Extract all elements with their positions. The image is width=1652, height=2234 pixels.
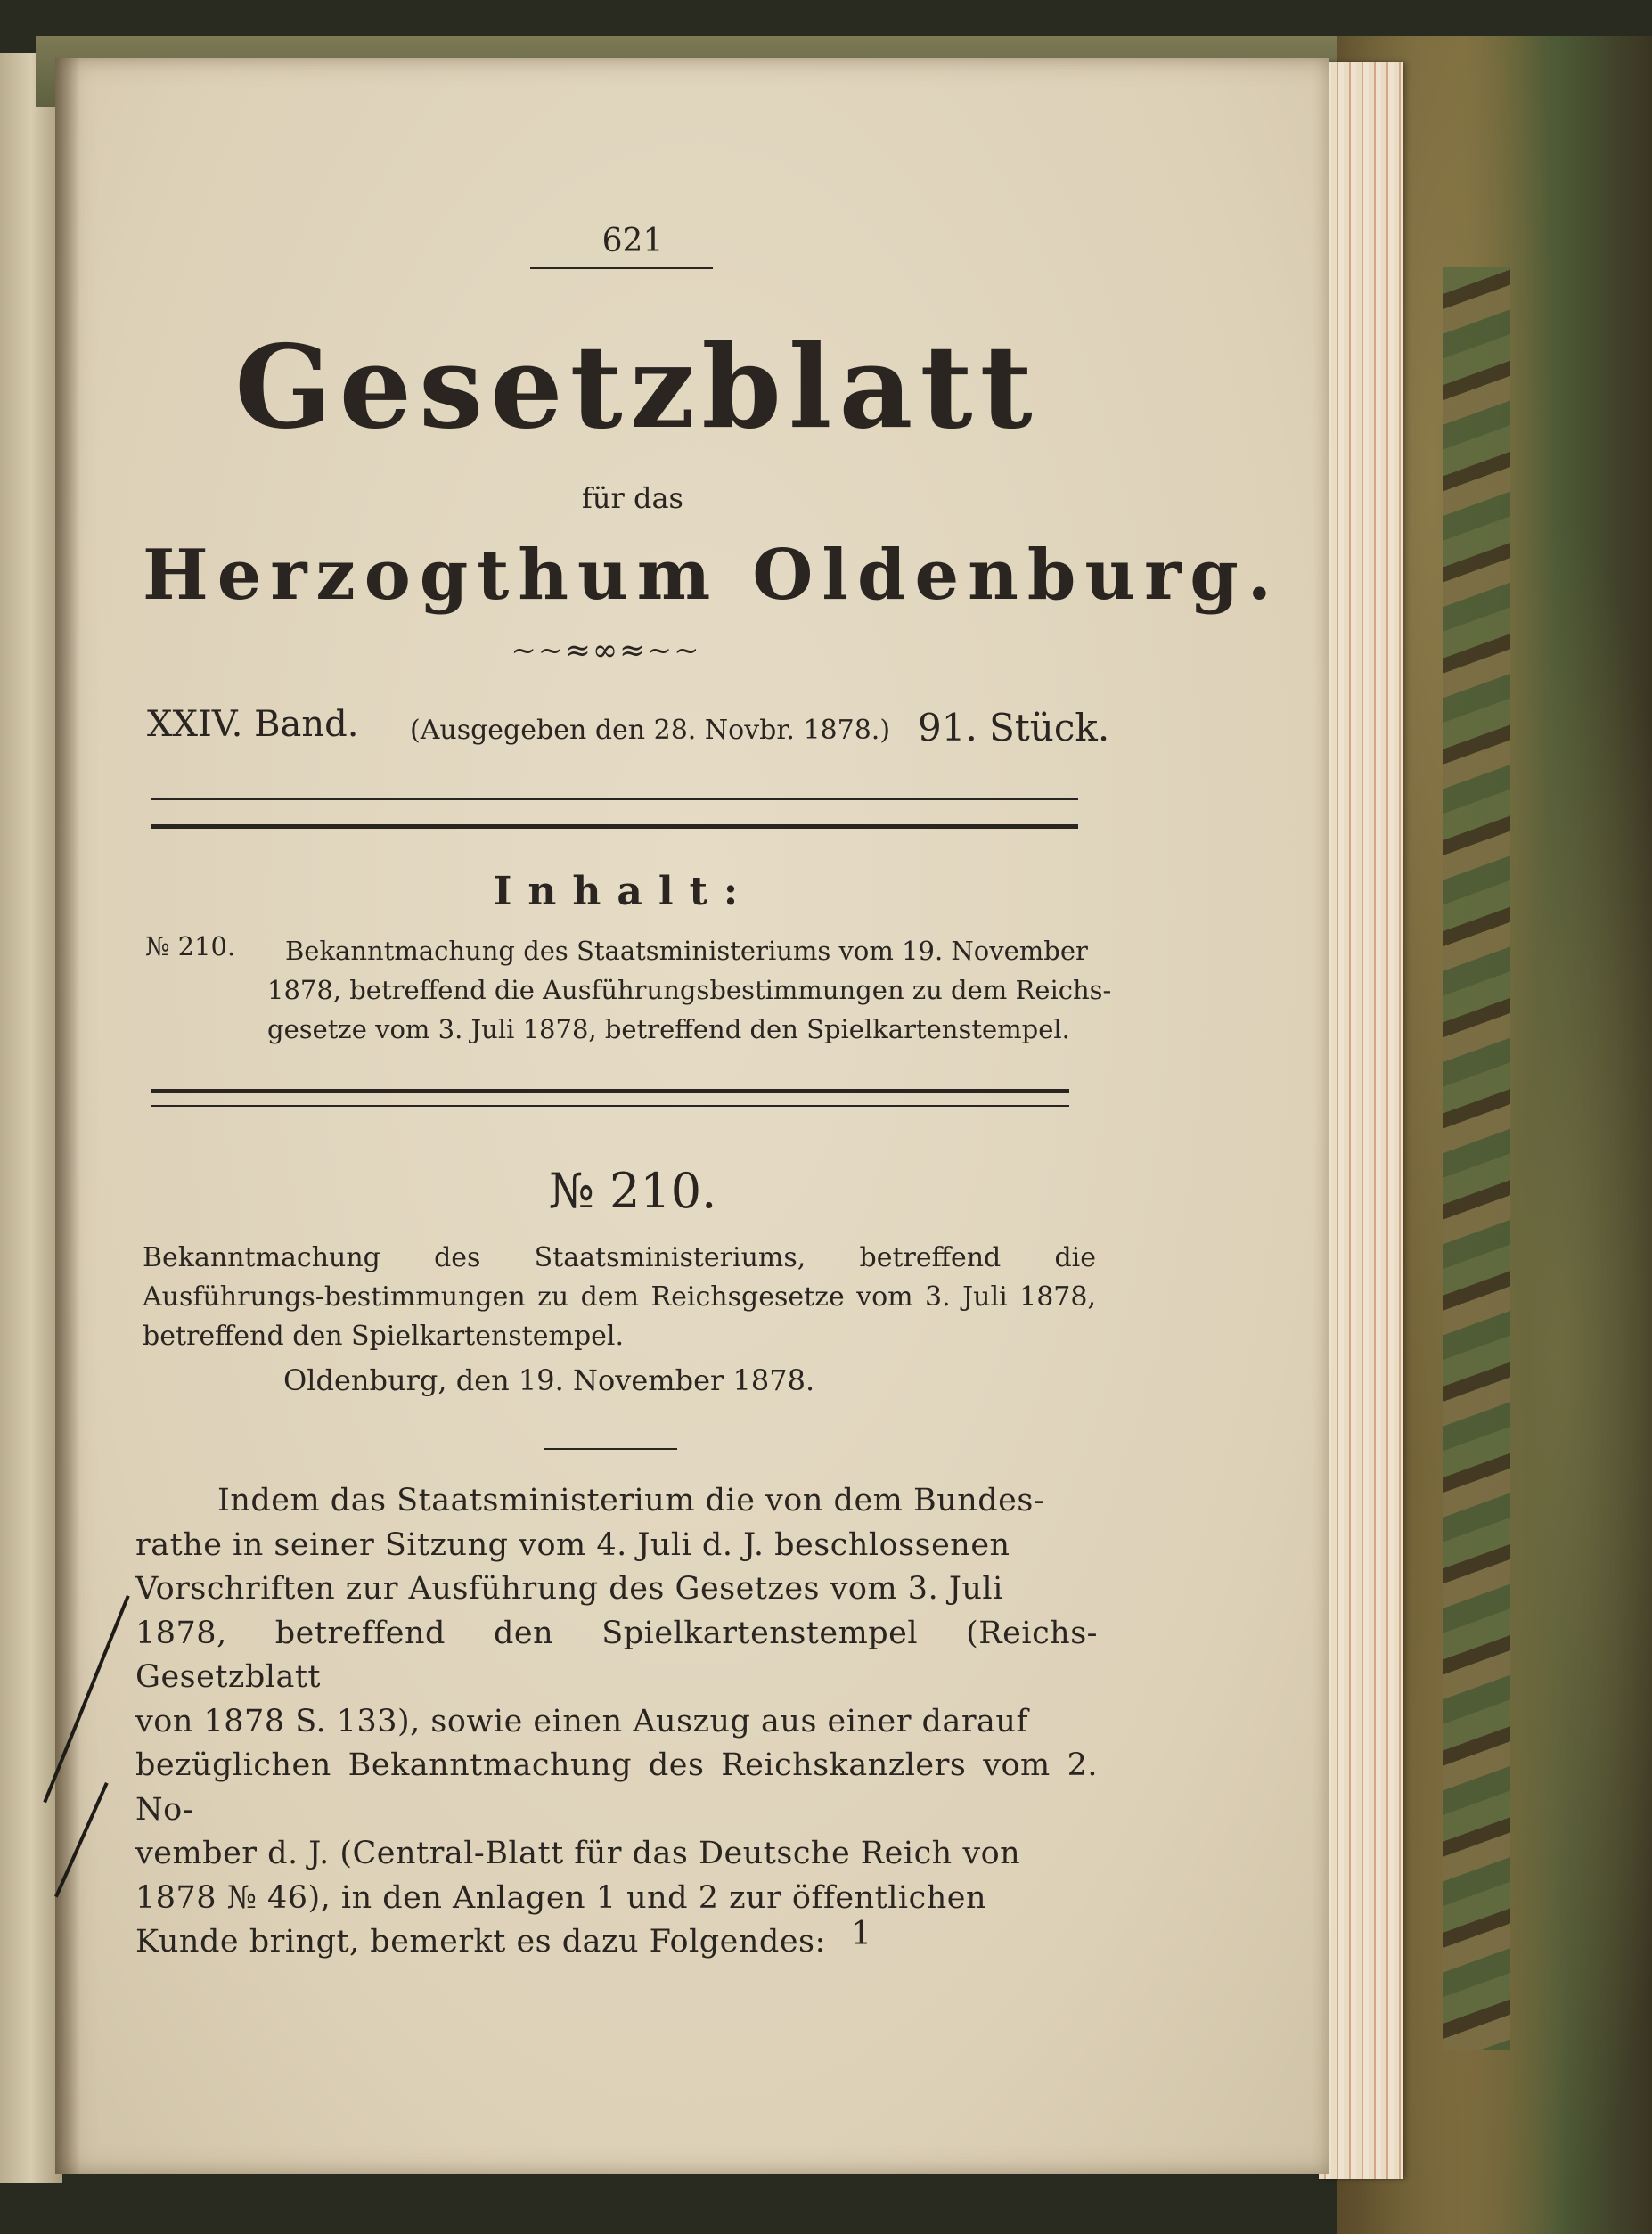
facing-page-edge bbox=[0, 53, 62, 2183]
ornament-divider: ~~≈∞≈~~ bbox=[511, 633, 701, 668]
page-number: 621 bbox=[601, 223, 664, 259]
body-text bbox=[135, 1479, 1098, 1965]
volume-label: XXIV. Band. bbox=[147, 704, 359, 745]
page-number-rule bbox=[530, 267, 713, 269]
contents-number: № 210. bbox=[145, 931, 236, 962]
issue-number: 91. Stück. bbox=[918, 706, 1110, 749]
body-line: von 1878 S. 133), sowie einen Auszug aus einer darauf bbox=[135, 1703, 1028, 1739]
body-line: bezüglichen Bekanntmachung des Reichskanzlers vom 2. No- bbox=[135, 1747, 1098, 1828]
contents-entry bbox=[267, 931, 1112, 1049]
section-summary: Bekanntmachung des Staatsministeriums, betreffend die Ausführungs-bestimmungen zu dem Reichsgesetze vom 3. Juli 1878, betreffend den Spielkartenstempel. bbox=[143, 1242, 1096, 1352]
contents-line: gesetze vom 3. Juli 1878, betreffend den Spielkartenstempel. bbox=[267, 1014, 1070, 1044]
page-edges bbox=[1319, 62, 1403, 2179]
page-title: Gesetzblatt bbox=[234, 321, 1040, 454]
section-date: Oldenburg, den 19. November 1878. bbox=[283, 1363, 815, 1397]
page-gutter-shadow bbox=[55, 58, 80, 2174]
body-line: Indem das Staatsministerium die von dem Bundes- bbox=[217, 1483, 1045, 1518]
signature-number: 1 bbox=[851, 1916, 871, 1952]
double-rule-top-a bbox=[151, 798, 1078, 800]
issue-date: (Ausgegeben den 28. Novbr. 1878.) bbox=[410, 715, 891, 746]
double-rule-bottom-a bbox=[151, 1089, 1069, 1093]
contents-line: Bekanntmachung des Staatsministeriums vom 19. November bbox=[285, 936, 1088, 966]
double-rule-bottom-b bbox=[151, 1105, 1069, 1107]
subtitle-small: für das bbox=[582, 481, 683, 515]
body-line: Vorschriften zur Ausführung des Gesetzes vom 3. Juli bbox=[135, 1571, 1003, 1607]
body-line: rathe in seiner Sitzung vom 4. Juli d. J. beschlossenen bbox=[135, 1526, 1010, 1563]
section-rule bbox=[544, 1448, 677, 1450]
body-line: Kunde bringt, bemerkt es dazu Folgendes: bbox=[135, 1924, 826, 1960]
double-rule-top-b bbox=[151, 824, 1078, 829]
subtitle: Herzogthum Oldenburg. bbox=[143, 535, 1280, 616]
contents-line: 1878, betreffend die Ausführungsbestimmungen zu dem Reichs- bbox=[267, 975, 1112, 1005]
body-line: vember d. J. (Central-Blatt für das Deutsche Reich von bbox=[135, 1836, 1021, 1871]
section-number: № 210. bbox=[548, 1163, 717, 1219]
body-line: 1878 № 46), in den Anlagen 1 und 2 zur öffentlichen bbox=[135, 1879, 987, 1916]
body-line: 1878, betreffend den Spielkartenstempel (Reichs-Gesetzblatt bbox=[135, 1615, 1098, 1695]
marbled-paper-pattern bbox=[1443, 267, 1510, 2050]
contents-heading: Inhalt: bbox=[493, 869, 755, 914]
